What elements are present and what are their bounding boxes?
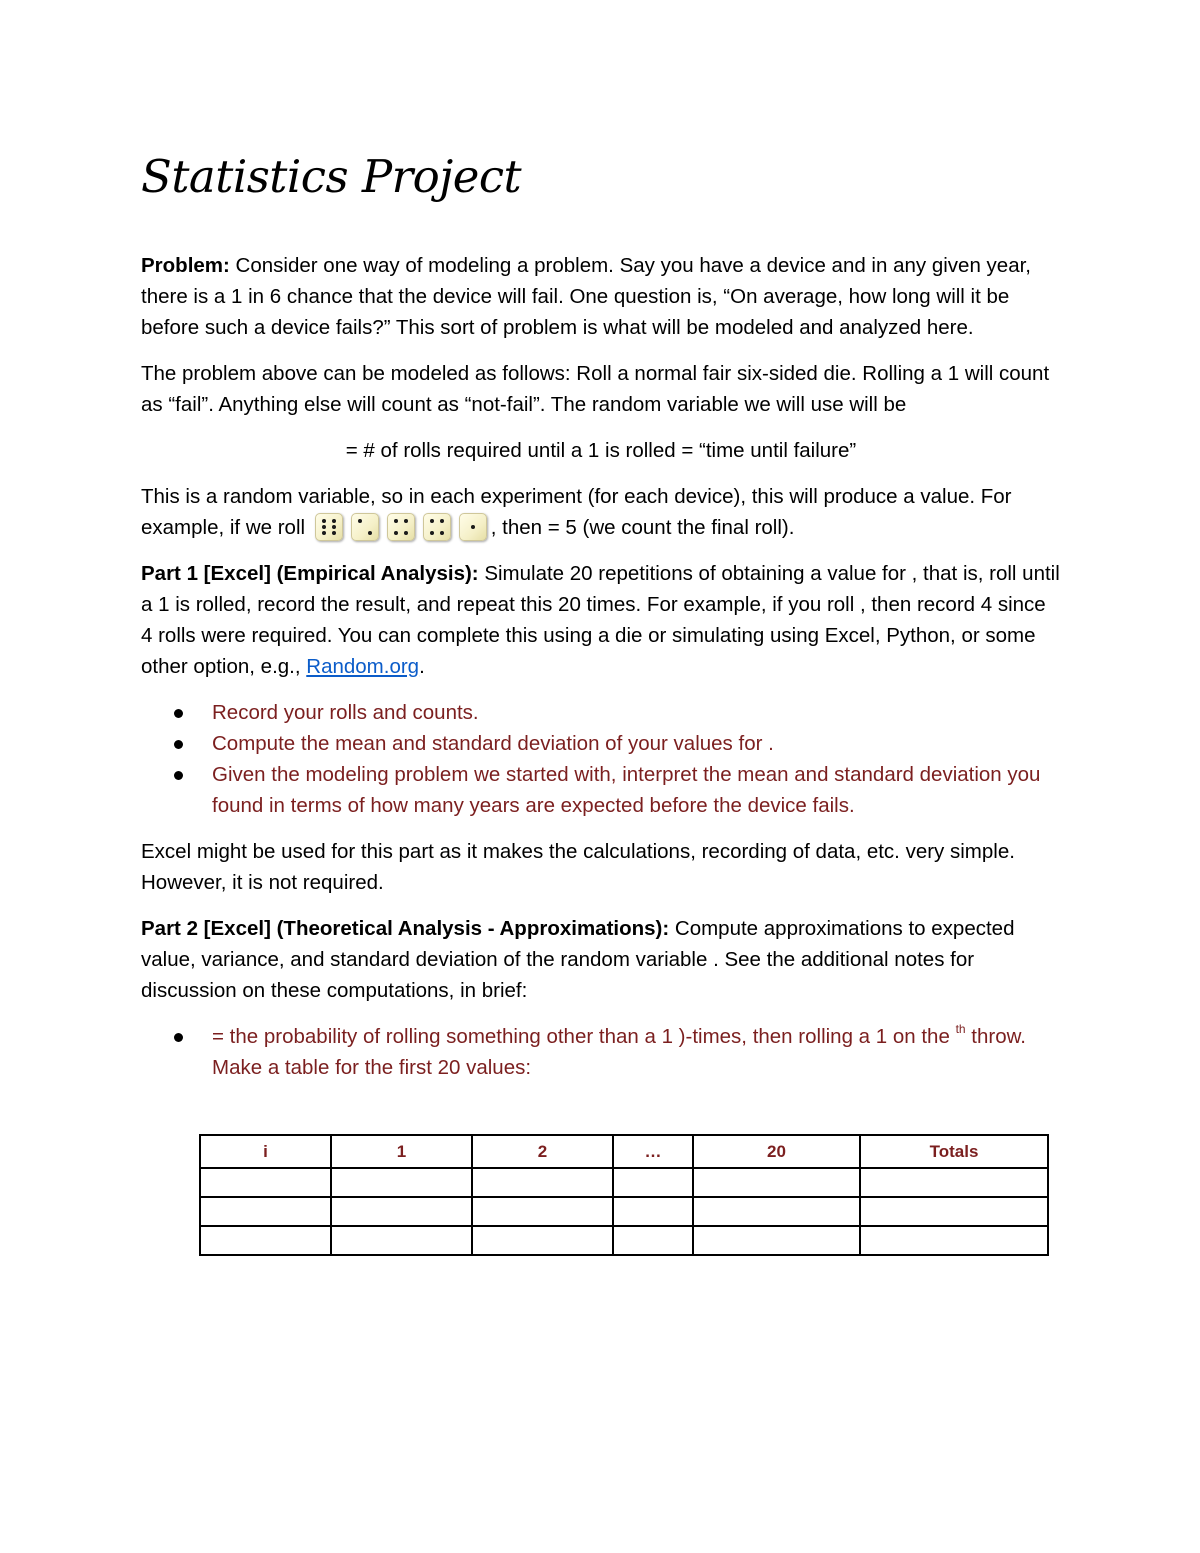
- die-pip: [440, 531, 444, 535]
- table-row: [200, 1226, 1048, 1255]
- die-pip: [358, 519, 362, 523]
- table-cell: [693, 1197, 860, 1226]
- table-cell: [613, 1226, 693, 1255]
- table-cell: [331, 1168, 472, 1197]
- example-text-after: , then = 5 (we count the final roll).: [490, 516, 795, 539]
- random-variable-definition: = # of rolls required until a 1 is rolled = “time until failure”: [345, 439, 857, 462]
- table-cell: [860, 1197, 1048, 1226]
- table-cell: [693, 1226, 860, 1255]
- part2-bullet-list: [141, 1021, 1061, 1083]
- die-pip: [430, 531, 434, 535]
- die-pip: [322, 531, 326, 535]
- table-header-cell: Totals: [860, 1135, 1048, 1168]
- table-header-cell: …: [613, 1135, 693, 1168]
- list-item: Given the modeling problem we started with, interpret the mean and standard deviation you found in terms of how many years are expected before the device fails.: [141, 759, 1061, 821]
- list-item: Record your rolls and counts.: [141, 697, 1061, 728]
- table-cell: [472, 1197, 613, 1226]
- die-four-icon: [423, 513, 451, 541]
- die-pip: [394, 519, 398, 523]
- table-cell: [200, 1197, 331, 1226]
- problem-label: Problem:: [141, 254, 230, 277]
- die-pip: [332, 525, 336, 529]
- part2-bullet-superscript: th: [955, 1022, 966, 1036]
- part1-text: Simulate 20 repetitions of obtaining a value for , that is, roll until a 1 is rolled, record the result, and repeat this 20 times. For example, if you roll , then record 4 since 4 rolls were required. You can complete this using a die or simulating using Excel, Python, or some other option, e.g.,: [141, 562, 1060, 678]
- part2-bullet-end: throw. Make a table for the first 20 values:: [212, 1025, 1026, 1079]
- random-org-link[interactable]: Random.org: [306, 655, 420, 678]
- die-pip: [368, 531, 372, 535]
- table-cell: [331, 1226, 472, 1255]
- table-cell: [200, 1226, 331, 1255]
- die-pip: [404, 531, 408, 535]
- table-cell: [472, 1226, 613, 1255]
- list-item: [141, 1021, 1061, 1083]
- die-pip: [332, 519, 336, 523]
- part2-label: Part 2 [Excel] (Theoretical Analysis - Approximations):: [141, 917, 670, 940]
- page-title: Statistics Project: [141, 150, 522, 203]
- problem-text: Consider one way of modeling a problem. Say you have a device and in any given year, there is a 1 in 6 chance that the device will fail. One question is, “On average, how long will it be before such a device fails?” This sort of problem is what will be modeled and analyzed here.: [141, 254, 1031, 339]
- example-paragraph: [141, 481, 1061, 543]
- table-cell: [331, 1197, 472, 1226]
- probability-table: [199, 1134, 1049, 1256]
- table-header-row: [200, 1135, 1048, 1168]
- table-cell: [613, 1197, 693, 1226]
- table-header-cell: 20: [693, 1135, 860, 1168]
- die-four-icon: [387, 513, 415, 541]
- problem-paragraph: [141, 250, 1061, 343]
- part1-label: Part 1 [Excel] (Empirical Analysis):: [141, 562, 479, 585]
- table-cell: [860, 1168, 1048, 1197]
- example-text-before: This is a random variable, so in each experiment (for each device), this will produce a value. For example, if we roll: [141, 485, 1012, 539]
- die-pip: [430, 519, 434, 523]
- part1-paragraph: [141, 558, 1061, 682]
- die-pip: [322, 519, 326, 523]
- table-cell: [200, 1168, 331, 1197]
- table-cell: [860, 1226, 1048, 1255]
- table-cell: [693, 1168, 860, 1197]
- list-item: Compute the mean and standard deviation of your values for .: [141, 728, 1061, 759]
- part2-paragraph: [141, 913, 1061, 1006]
- table-header-cell: i: [200, 1135, 331, 1168]
- table-cell: [472, 1168, 613, 1197]
- model-paragraph: The problem above can be modeled as follows: Roll a normal fair six-sided die. Rolling a 1 will count as “fail”. Anything else will count as “not-fail”. The random variable we will use will be: [141, 362, 1050, 416]
- die-six-icon: [315, 513, 343, 541]
- table-header-cell: 2: [472, 1135, 613, 1168]
- table-cell: [613, 1168, 693, 1197]
- dice-sequence: [311, 516, 491, 539]
- table-row: [200, 1197, 1048, 1226]
- die-one-icon: [459, 513, 487, 541]
- part1-bullet-list: [141, 697, 1061, 821]
- document-body: [141, 250, 1061, 1098]
- die-pip: [471, 525, 475, 529]
- part2-text: Compute approximations to expected value, variance, and standard deviation of the random variable . See the additional notes for discussion on these computations, in brief:: [141, 917, 1015, 1002]
- die-pip: [440, 519, 444, 523]
- part2-bullet-text: = the probability of rolling something other than a 1 )-times, then rolling a 1 on the: [212, 1025, 956, 1048]
- die-pip: [322, 525, 326, 529]
- table-row: [200, 1168, 1048, 1197]
- part1-end: .: [419, 655, 425, 678]
- die-two-icon: [351, 513, 379, 541]
- die-pip: [404, 519, 408, 523]
- part1-note: Excel might be used for this part as it makes the calculations, recording of data, etc. very simple. However, it is not required.: [141, 840, 1015, 894]
- die-pip: [394, 531, 398, 535]
- table-header-cell: 1: [331, 1135, 472, 1168]
- die-pip: [332, 531, 336, 535]
